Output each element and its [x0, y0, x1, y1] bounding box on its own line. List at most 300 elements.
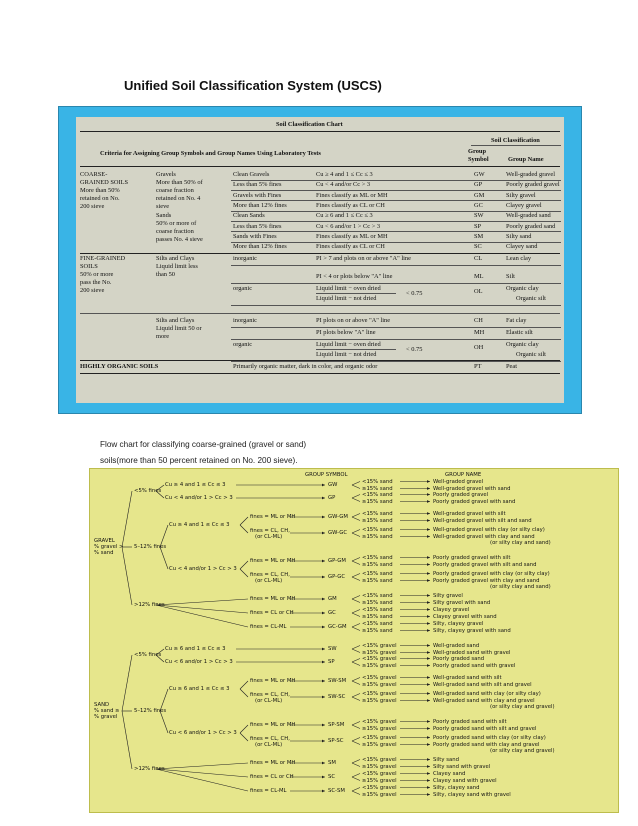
group-name: Organic silt	[516, 295, 546, 303]
connector-line	[352, 574, 360, 578]
subgroup-label: Sands with Fines	[233, 232, 277, 240]
connector-line	[352, 495, 360, 499]
gravels-label-line: More than 50% of	[156, 179, 203, 186]
arrow-head	[427, 692, 430, 695]
arrow-head	[427, 743, 430, 746]
sands-label-line: passes No. 4 sieve	[156, 236, 203, 244]
arrow-head	[427, 512, 430, 515]
arrow-head	[427, 615, 430, 618]
subgroup-label: Clean Gravels	[233, 171, 270, 178]
group-symbol: GW-GM	[328, 514, 348, 520]
group-name: Silty gravel	[433, 592, 463, 599]
fine-label-line: pass the No.	[80, 279, 112, 287]
connector-line	[352, 613, 360, 617]
subgroup-label: inorganic	[233, 255, 258, 263]
connector-line	[352, 741, 360, 745]
arrow-head	[322, 532, 325, 535]
arrow-head	[322, 648, 325, 651]
connector-line	[352, 774, 360, 778]
group-name: Elastic silt	[506, 329, 533, 337]
connector-line	[352, 482, 360, 486]
rule-line	[231, 327, 561, 328]
connector-line	[352, 485, 360, 489]
connector-line	[352, 596, 360, 600]
connector-line	[160, 711, 168, 733]
group-symbol: GW-GC	[328, 530, 348, 536]
arrow-head	[427, 793, 430, 796]
uscs-chart-frame	[58, 106, 582, 414]
percent-label: ≥15% sand	[362, 599, 393, 606]
flow-lines	[90, 469, 618, 812]
group-name: Poorly graded gravel with silt	[433, 554, 511, 561]
percent-label: ≥15% sand	[362, 561, 393, 568]
flow-caption-line1: Flow chart for classifying coarse-grained (gravel or sand)	[100, 440, 307, 449]
arrow-head	[427, 657, 430, 660]
criterion-text: PI < 4 or plots below "A" line	[316, 273, 393, 281]
group-name: Silty, clayey sand with gravel	[433, 791, 511, 798]
sands-label-line: coarse fraction	[156, 228, 194, 236]
arrow-head	[427, 500, 430, 503]
connector-line	[352, 610, 360, 614]
percent-label: ≥15% gravel	[362, 791, 397, 798]
criteria-header: Criteria for Assigning Group Symbols and Group Names Using Laboratory Tests	[100, 150, 321, 157]
connector-line	[352, 777, 360, 781]
percent-label: <15% sand	[362, 606, 393, 613]
coarse-label-line: More than 50%	[80, 187, 120, 194]
condition-text: Cu < 6 and/or 1 > Cc > 3	[165, 659, 233, 665]
group-name: Silty, clayey gravel with sand	[433, 627, 511, 634]
coarse-label-line: COARSE-	[80, 171, 108, 178]
group-name: Silty sand	[433, 756, 459, 763]
criterion-text: Fines classify as CL or CH	[316, 243, 385, 251]
percent-label: <15% sand	[362, 491, 393, 498]
connector-line	[352, 577, 360, 581]
condition-text: Cu ≥ 6 and 1 ≤ Cc ≤ 3	[165, 646, 226, 652]
criterion-text: Liquid limit − not dried	[316, 295, 377, 303]
fines-condition: fines = CL, CH,	[250, 572, 290, 578]
group-symbol: GC	[474, 201, 483, 209]
silts-less-label-line: than 50	[156, 271, 175, 279]
group-name: Well-graded sand	[506, 212, 551, 220]
arrow-head	[427, 772, 430, 775]
group-symbol: GC	[328, 610, 336, 616]
arrow-head	[322, 516, 325, 519]
fine-label-line: FINE-GRAINED	[80, 255, 126, 263]
chart-title: Soil Classification Chart	[276, 121, 343, 128]
group-name: Well-graded gravel with clay and sand	[433, 533, 535, 540]
arrow-head	[427, 786, 430, 789]
group-symbol: SP	[328, 659, 335, 665]
arrow-head	[427, 676, 430, 679]
connector-line	[352, 514, 360, 518]
arrow-head	[427, 556, 430, 559]
percent-label: ≥15% gravel	[362, 697, 397, 704]
percent-label: ≥15% gravel	[362, 741, 397, 748]
root-label: % sand ≥	[94, 708, 120, 714]
subgroup-label: Clean Sands	[233, 212, 265, 220]
rule-line	[231, 305, 561, 306]
connector-line	[122, 711, 132, 769]
group-name: Poorly graded gravel with clay (or silty clay)	[433, 570, 550, 577]
group-symbol: SP-SM	[328, 722, 345, 728]
rule-line	[231, 265, 561, 266]
subgroup-label: organic	[233, 341, 253, 349]
percent-label: <15% sand	[362, 478, 393, 485]
silts-more-label-line: more	[156, 333, 170, 341]
condition-text: Cu ≥ 4 and 1 ≤ Cc ≤ 3	[165, 482, 226, 488]
arrow-head	[427, 736, 430, 739]
group-symbol: SW	[328, 646, 337, 652]
fines-condition: fines = CL, CH,	[250, 736, 290, 742]
group-header: Group	[468, 148, 486, 155]
subgroup-label: More than 12% fines	[233, 243, 287, 251]
percent-label: <15% sand	[362, 592, 393, 599]
criterion-text: PI plots below "A" line	[316, 329, 376, 337]
silts-less-label-line: Liquid limit less	[156, 263, 198, 271]
subgroup-label: organic	[233, 285, 253, 293]
flow-chart	[89, 468, 619, 813]
fines-condition: fines = CL-ML	[250, 624, 287, 630]
connector-line	[122, 491, 132, 547]
connector-line	[240, 689, 248, 697]
rule-line	[231, 283, 561, 284]
connector-line	[352, 722, 360, 726]
connector-line	[352, 678, 360, 682]
group-name-continued: (or silty clay and sand)	[490, 540, 551, 546]
group-name: Fat clay	[506, 317, 527, 325]
connector-line	[352, 788, 360, 792]
arrow-head	[322, 612, 325, 615]
group-name: Well-graded gravel	[506, 171, 555, 178]
group-name: Clayey gravel	[433, 606, 470, 613]
connector-line	[352, 649, 360, 653]
arrow-head	[427, 528, 430, 531]
arrow-head	[427, 579, 430, 582]
gravels-label-line: sieve	[156, 203, 170, 210]
percent-label: <15% sand	[362, 570, 393, 577]
group-name-header: Group Name	[508, 156, 544, 163]
arrow-head	[427, 608, 430, 611]
group-name: Well-graded gravel	[433, 478, 484, 485]
arrow-head	[322, 560, 325, 563]
group-name: Well-graded sand with clay (or silty clay)	[433, 690, 541, 697]
fines-branch-label: >12% fines	[134, 766, 165, 772]
group-symbol: SC	[328, 774, 336, 780]
percent-label: <15% sand	[362, 554, 393, 561]
connector-line	[352, 694, 360, 698]
symbol-header: Symbol	[468, 156, 489, 163]
group-symbol: OH	[474, 344, 484, 352]
coarse-label-line: 200 sieve	[80, 203, 105, 210]
fines-condition: fines = ML or MH	[250, 514, 296, 520]
group-name: Silty sand	[506, 232, 532, 240]
condition-text: Cu < 6 and/or 1 > Cc > 3	[169, 730, 237, 736]
arrow-head	[427, 629, 430, 632]
fines-condition: fines = CL or CH	[250, 774, 294, 780]
connector-line	[352, 498, 360, 502]
rule-line	[80, 373, 560, 374]
group-name: Organic clay	[506, 341, 539, 349]
connector-line	[352, 763, 360, 767]
connector-line	[352, 530, 360, 534]
rule-line	[80, 360, 560, 361]
arrow-head	[427, 622, 430, 625]
fines-condition: fines = ML or MH	[250, 596, 296, 602]
criterion-text: Fines classify as ML or MH	[316, 191, 388, 199]
page-title: Unified Soil Classification System (USCS)	[124, 78, 382, 93]
group-name: Clayey gravel	[506, 201, 542, 209]
percent-label: ≥15% sand	[362, 577, 393, 584]
percent-label: ≥15% gravel	[362, 725, 397, 732]
arrow-head	[427, 758, 430, 761]
rule-line	[316, 349, 396, 350]
percent-label: <15% gravel	[362, 718, 397, 725]
group-symbol: SM	[328, 760, 336, 766]
connector-line	[156, 605, 248, 627]
connector-line	[352, 646, 360, 650]
rule-line	[80, 253, 560, 254]
connector-line	[160, 547, 168, 569]
group-name: Well-graded sand	[433, 642, 480, 649]
percent-label: <15% gravel	[362, 655, 397, 662]
percent-label: <15% gravel	[362, 784, 397, 791]
connector-line	[352, 533, 360, 537]
group-name: Well-graded gravel with clay (or silty clay)	[433, 526, 545, 533]
group-name: Peat	[506, 363, 518, 371]
highly-organic-label: HIGHLY ORGANIC SOILS	[80, 363, 159, 371]
connector-line	[352, 517, 360, 521]
group-name: Poorly graded sand with clay and gravel	[433, 741, 540, 748]
connector-line	[352, 791, 360, 795]
arrow-head	[427, 644, 430, 647]
connector-line	[352, 725, 360, 729]
connector-line	[240, 733, 248, 741]
condition-text: Cu ≥ 6 and 1 ≤ Cc ≤ 3	[169, 686, 230, 692]
criterion-text: Fines classify as ML or MH	[316, 232, 388, 240]
root-label: GRAVEL	[94, 538, 115, 544]
group-symbol: GW	[328, 482, 338, 488]
percent-label: ≥15% sand	[362, 533, 393, 540]
group-symbol: ML	[474, 273, 484, 281]
percent-label: ≥15% gravel	[362, 777, 397, 784]
connector-line	[240, 525, 248, 533]
group-name: Poorly graded sand with silt and gravel	[433, 725, 537, 732]
percent-label: <15% gravel	[362, 770, 397, 777]
root-label: % sand	[94, 550, 114, 556]
group-symbol: CH	[474, 317, 483, 325]
fines-condition: (or CL-ML)	[255, 698, 283, 704]
connector-line	[352, 681, 360, 685]
group-name: Poorly graded sand	[506, 222, 556, 230]
fines-condition: (or CL-ML)	[255, 578, 283, 584]
condition-text: Cu < 4 and/or 1 > Cc > 3	[165, 495, 233, 501]
fine-label-line: 200 sieve	[80, 287, 105, 295]
ratio-text: < 0.75	[406, 290, 423, 298]
rule-line	[80, 166, 560, 167]
group-name: Organic clay	[506, 285, 539, 293]
criterion-text: PI plots on or above "A" line	[316, 317, 391, 325]
condition-text: Cu ≥ 4 and 1 ≤ Cc ≤ 3	[169, 522, 230, 528]
group-name: Silty sand with gravel	[433, 763, 491, 770]
criterion-text: PI > 7 and plots on or above "A" line	[316, 255, 411, 263]
arrow-head	[322, 626, 325, 629]
arrow-head	[427, 519, 430, 522]
percent-label: <15% gravel	[362, 734, 397, 741]
percent-label: ≥15% gravel	[362, 662, 397, 669]
percent-label: ≥15% sand	[362, 613, 393, 620]
connector-line	[156, 769, 248, 777]
arrow-head	[427, 601, 430, 604]
arrow-head	[322, 696, 325, 699]
group-symbol: GW	[474, 171, 485, 178]
group-name: Well-graded sand with clay and gravel	[433, 697, 535, 704]
group-name-continued: (or silty clay and gravel)	[490, 704, 555, 710]
group-name-continued: (or silty clay and gravel)	[490, 748, 555, 754]
connector-line	[240, 725, 248, 733]
arrow-head	[322, 762, 325, 765]
fines-branch-label: >12% fines	[134, 602, 165, 608]
connector-line	[352, 599, 360, 603]
percent-label: <15% gravel	[362, 642, 397, 649]
arrow-head	[427, 572, 430, 575]
arrow-head	[427, 699, 430, 702]
highly-organic-desc: Primarily organic matter, dark in color, and organic odor	[233, 363, 378, 371]
connector-line	[122, 547, 132, 605]
gravels-label-line: retained on No. 4	[156, 195, 201, 202]
group-name: Well-graded sand with silt	[433, 674, 502, 681]
group-symbol: SW-SC	[328, 694, 346, 700]
criterion-text: Cu < 6 and/or 1 > Cc > 3	[316, 222, 381, 230]
fines-branch-label: <5% fines	[134, 488, 162, 494]
sands-label-line: 50% or more of	[156, 220, 197, 228]
group-name: Lean clay	[506, 255, 532, 263]
group-name: Poorly graded sand with clay (or silty clay)	[433, 734, 546, 741]
group-name: Clayey sand with gravel	[433, 777, 497, 784]
connector-line	[240, 517, 248, 525]
criterion-text: Liquid limit − not dried	[316, 351, 377, 359]
group-name: Poorly graded gravel	[506, 181, 560, 189]
group-name: Clayey sand	[506, 243, 538, 251]
group-name: Silt	[506, 273, 515, 281]
condition-text: Cu < 4 and/or 1 > Cc > 3	[169, 566, 237, 572]
arrow-head	[427, 720, 430, 723]
group-symbol-header: GROUP SYMBOL	[305, 472, 348, 478]
coarse-label-line: retained on No.	[80, 195, 120, 202]
fines-condition: fines = ML or MH	[250, 722, 296, 728]
subgroup-label: inorganic	[233, 317, 258, 325]
sands-label-line: Sands	[156, 212, 172, 220]
group-name: Poorly graded gravel with sand	[433, 498, 516, 505]
fines-branch-label: <5% fines	[134, 652, 162, 658]
fines-branch-label: 5–12% fines	[134, 544, 167, 550]
group-name: Well-graded gravel with silt and sand	[433, 517, 532, 524]
group-symbol: SW	[474, 212, 484, 220]
subgroup-label: More than 12% fines	[233, 201, 287, 209]
group-symbol: GM	[328, 596, 337, 602]
fines-condition: fines = CL or CH	[250, 610, 294, 616]
connector-line	[240, 561, 248, 569]
criterion-text: Cu < 4 and/or Cc > 3	[316, 181, 371, 189]
connector-line	[156, 763, 248, 769]
connector-line	[156, 769, 248, 791]
group-symbol: SP-SC	[328, 738, 344, 744]
silts-less-label-line: Silts and Clays	[156, 255, 195, 263]
group-name: Silty, clayey gravel	[433, 620, 484, 627]
connector-line	[352, 738, 360, 742]
percent-label: <15% gravel	[362, 674, 397, 681]
fines-condition: fines = CL-ML	[250, 788, 287, 794]
percent-label: ≥15% sand	[362, 627, 393, 634]
rule-line	[471, 145, 561, 146]
gravels-label-line: coarse fraction	[156, 187, 194, 194]
connector-line	[352, 558, 360, 562]
fines-condition: fines = ML or MH	[250, 558, 296, 564]
connector-line	[352, 561, 360, 565]
arrow-head	[427, 480, 430, 483]
subgroup-label: Less than 5% fines	[233, 181, 282, 189]
arrow-head	[322, 740, 325, 743]
fines-branch-label: 5–12% fines	[134, 708, 167, 714]
percent-label: ≥15% sand	[362, 485, 393, 492]
coarse-label-line: GRAINED SOILS	[80, 179, 129, 186]
group-symbol: GP-GM	[328, 558, 346, 564]
criterion-text: Cu ≥ 6 and 1 ≤ Cc ≤ 3	[316, 212, 373, 220]
root-label: % gravel	[94, 714, 118, 720]
group-name: Silty gravel	[506, 191, 536, 199]
group-symbol: SC-SM	[328, 788, 345, 794]
fines-condition: fines = CL, CH,	[250, 692, 290, 698]
percent-label: <15% sand	[362, 510, 393, 517]
root-label: % gravel >	[94, 544, 124, 550]
group-name: Organic silt	[516, 351, 546, 359]
group-symbol: OL	[474, 288, 483, 296]
rule-line	[231, 361, 561, 362]
group-symbol: GC-GM	[328, 624, 347, 630]
group-name: Poorly graded gravel with clay and sand	[433, 577, 540, 584]
arrow-head	[322, 724, 325, 727]
arrow-head	[322, 790, 325, 793]
criterion-text: Liquid limit − oven dried	[316, 285, 381, 293]
percent-label: <15% sand	[362, 620, 393, 627]
connector-line	[352, 697, 360, 701]
ratio-text: < 0.75	[406, 346, 423, 354]
group-name: Poorly graded sand with gravel	[433, 662, 516, 669]
group-name: Well-graded gravel with silt	[433, 510, 506, 517]
fines-condition: fines = ML or MH	[250, 760, 296, 766]
fine-label-line: 50% or more	[80, 271, 114, 279]
group-symbol: SW-SM	[328, 678, 347, 684]
group-name-header: GROUP NAME	[445, 472, 482, 478]
arrow-head	[427, 664, 430, 667]
fines-condition: (or CL-ML)	[255, 534, 283, 540]
percent-label: <15% gravel	[362, 756, 397, 763]
group-symbol: PT	[474, 363, 482, 371]
arrow-head	[427, 765, 430, 768]
connector-line	[156, 605, 248, 613]
fines-condition: fines = CL, CH,	[250, 528, 290, 534]
group-name: Well-graded sand with silt and gravel	[433, 681, 532, 688]
group-symbol: GM	[474, 191, 485, 199]
group-name: Poorly graded gravel with silt and sand	[433, 561, 537, 568]
group-symbol: GP-GC	[328, 574, 346, 580]
percent-label: <15% gravel	[362, 690, 397, 697]
arrow-head	[322, 680, 325, 683]
silts-more-label-line: Liquid limit 50 or	[156, 325, 202, 333]
connector-line	[352, 659, 360, 663]
rule-line	[80, 131, 560, 132]
group-symbol: SM	[474, 232, 484, 240]
group-name: Clayey sand	[433, 770, 466, 777]
